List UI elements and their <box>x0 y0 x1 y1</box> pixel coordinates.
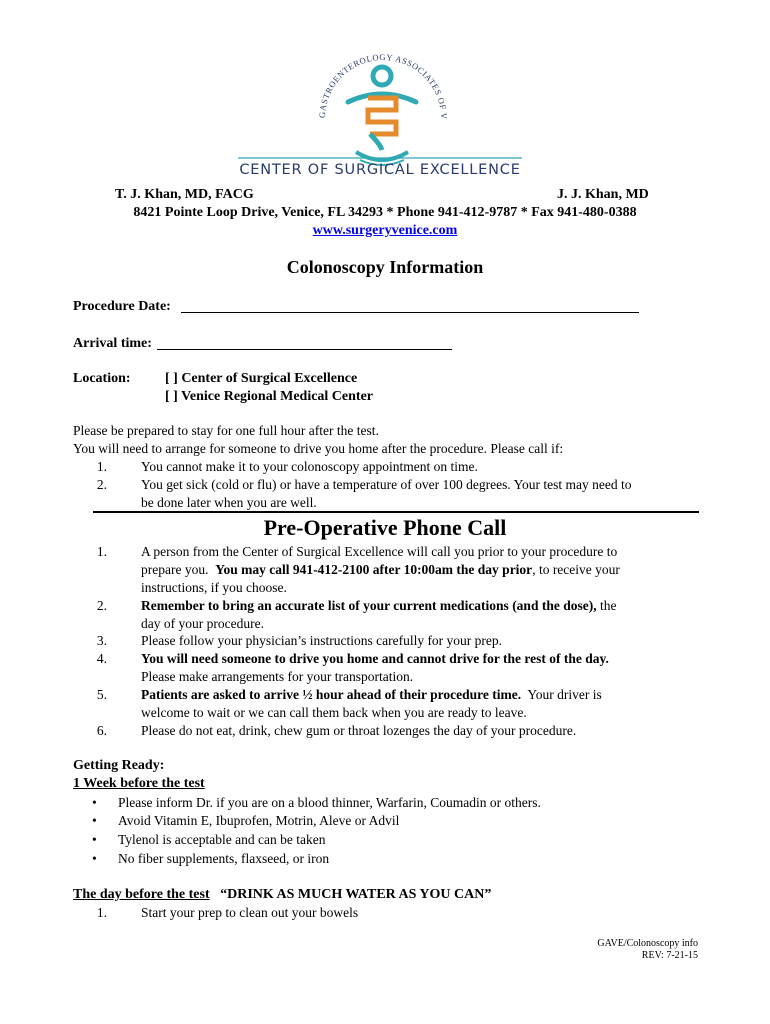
list-text: You will need someone to drive you home and cannot drive for the rest of the day. <box>141 651 609 666</box>
text-run: prepare you. <box>141 562 216 577</box>
list-text: You cannot make it to your colonoscopy appointment on time. <box>141 459 478 474</box>
procedure-date-label: Procedure Date: <box>73 299 171 314</box>
intro-line-2: You will need to arrange for someone to drive you home after the procedure. Please call if: <box>73 441 564 456</box>
footer-doc-id: GAVE/Colonoscopy info <box>597 938 698 949</box>
bullet-icon: • <box>92 832 97 847</box>
location-option-vrmc[interactable]: [ ] Venice Regional Medical Center <box>165 389 374 404</box>
logo-arc-text: GASTROENTEROLOGY ASSOCIATES OF V <box>316 51 450 120</box>
practice-address: 8421 Pointe Loop Drive, Venice, FL 34293 * Phone 941-412-9787 * Fax 941-480-0388 <box>133 205 637 220</box>
procedure-date-field[interactable] <box>181 312 639 313</box>
section-divider <box>93 511 699 513</box>
page-title: Colonoscopy Information <box>286 257 484 277</box>
week-before-heading: 1 Week before the test <box>73 776 205 791</box>
list-number: 6. <box>96 723 107 738</box>
intro-line-1: Please be prepared to stay for one full hour after the test. <box>73 423 379 438</box>
list-text: Tylenol is acceptable and can be taken <box>118 832 326 847</box>
text-run: , to receive your <box>532 562 620 577</box>
list-text: No fiber supplements, flaxseed, or iron <box>118 851 330 866</box>
svg-text:GASTROENTEROLOGY ASSOCIATES OF <box>230 40 449 120</box>
list-number: 2. <box>96 477 107 492</box>
list-number: 2. <box>96 598 107 613</box>
list-text: Please inform Dr. if you are on a blood thinner, Warfarin, Coumadin or others. <box>118 795 541 810</box>
text-run: Your driver is <box>521 687 602 702</box>
list-number: 4. <box>96 651 107 666</box>
doctor-right: J. J. Khan, MD <box>557 187 649 202</box>
list-text-continued: Please make arrangements for your transportation. <box>141 669 414 684</box>
list-text <box>141 686 701 704</box>
list-text-continued: day of your procedure. <box>141 616 264 631</box>
list-text-continued: be done later when you are well. <box>141 495 317 510</box>
text-run: the <box>596 598 617 613</box>
list-text: Start your prep to clean out your bowels <box>141 905 359 920</box>
list-text-continued: instructions, if you choose. <box>141 580 287 595</box>
callback-phone-text: You may call 941-412-2100 after 10:00am the day prior <box>215 562 533 577</box>
list-number: 1. <box>96 459 107 474</box>
day-before-heading: The day before the test <box>73 887 210 902</box>
website-link[interactable]: www.surgeryvenice.com <box>312 223 458 238</box>
list-number: 1. <box>96 905 107 920</box>
list-text: Please follow your physician’s instructions carefully for your prep. <box>141 633 503 648</box>
list-text: A person from the Center of Surgical Excellence will call you prior to your procedure to <box>141 544 618 559</box>
water-emphasis: “DRINK AS MUCH WATER AS YOU CAN” <box>220 887 492 902</box>
logo-wordmark: CENTER OF SURGICAL EXCELLENCE <box>239 162 521 178</box>
bullet-icon: • <box>92 813 97 828</box>
footer-revision: REV: 7-21-15 <box>641 950 698 961</box>
location-label: Location: <box>73 371 131 386</box>
list-text: You get sick (cold or flu) or have a temperature of over 100 degrees. Your test may need to <box>141 477 632 492</box>
bullet-icon: • <box>92 795 97 810</box>
list-number: 1. <box>96 544 107 559</box>
list-text: Avoid Vitamin E, Ibuprofen, Motrin, Aleve or Advil <box>118 813 400 828</box>
arrival-time-field[interactable] <box>157 349 452 350</box>
logo-emblem <box>230 40 530 180</box>
text-run-bold: Remember to bring an accurate list of your current medications (and the dose), <box>141 598 597 613</box>
practice-logo <box>230 40 530 180</box>
list-number: 5. <box>96 687 107 702</box>
list-text-continued <box>141 561 620 579</box>
getting-ready-heading: Getting Ready: <box>73 758 165 773</box>
list-number: 3. <box>96 633 107 648</box>
list-text: Please do not eat, drink, chew gum or throat lozenges the day of your procedure. <box>141 723 577 738</box>
bullet-icon: • <box>92 851 97 866</box>
location-option-cse[interactable]: [ ] Center of Surgical Excellence <box>165 371 358 386</box>
arrival-time-label: Arrival time: <box>73 336 152 351</box>
text-run-bold: Patients are asked to arrive ½ hour ahead of their procedure time. <box>141 687 522 702</box>
doctor-left: T. J. Khan, MD, FACG <box>115 187 254 202</box>
list-text <box>141 597 701 615</box>
day-before-heading-row <box>73 886 491 903</box>
list-text-continued: welcome to wait or we can call them back when you are ready to leave. <box>141 705 527 720</box>
preop-heading: Pre-Operative Phone Call <box>263 515 507 540</box>
